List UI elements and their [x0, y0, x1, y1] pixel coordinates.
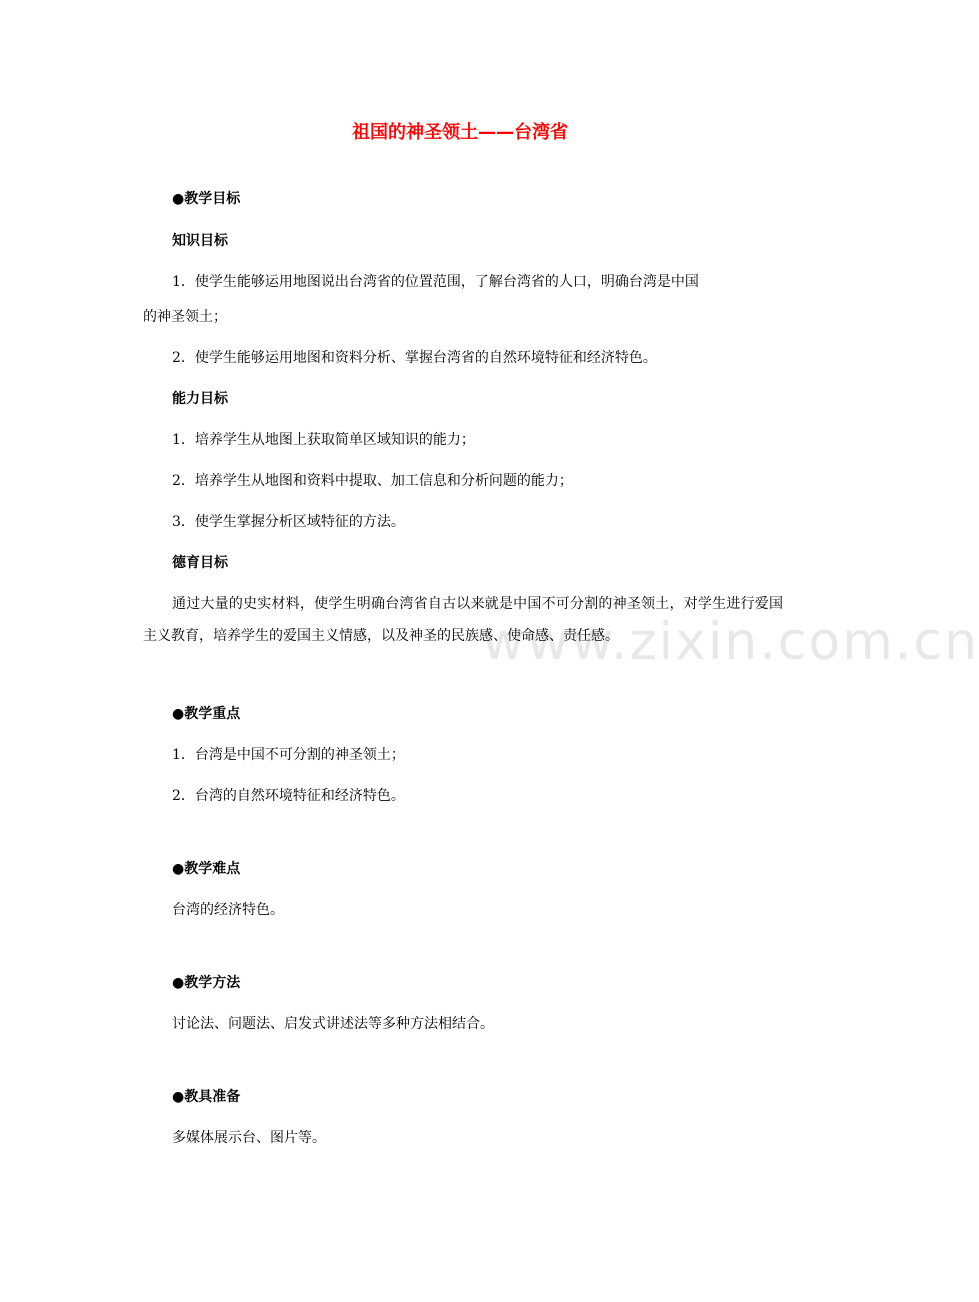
knowledge-item-1-line-1: 1．使学生能够运用地图说出台湾省的位置范围，了解台湾省的人口，明确台湾是中国	[172, 274, 699, 290]
watermark: www.zixin.com.cn	[482, 612, 979, 672]
section-heading-tools: ●教具准备	[172, 1089, 241, 1105]
ability-item-2: 2．培养学生从地图和资料中提取、加工信息和分析问题的能力；	[172, 473, 573, 489]
key-point-2: 2．台湾的自然环境特征和经济特色。	[172, 788, 405, 804]
ability-item-1: 1．培养学生从地图上获取简单区域知识的能力；	[172, 432, 475, 448]
document-title: 祖国的神圣领土——台湾省	[352, 122, 568, 143]
subheading-ability: 能力目标	[172, 391, 228, 407]
key-point-1: 1．台湾是中国不可分割的神圣领土；	[172, 747, 405, 763]
section-heading-objectives: ●教学目标	[172, 191, 241, 207]
subheading-moral: 德育目标	[172, 555, 228, 571]
section-heading-methods: ●教学方法	[172, 975, 241, 991]
section-heading-key-points: ●教学重点	[172, 706, 241, 722]
section-heading-difficulties: ●教学难点	[172, 861, 241, 877]
knowledge-item-1-line-2: 的神圣领土；	[143, 309, 227, 325]
subheading-knowledge: 知识目标	[172, 233, 228, 249]
difficulties-text: 台湾的经济特色。	[172, 902, 284, 918]
knowledge-item-2: 2．使学生能够运用地图和资料分析、掌握台湾省的自然环境特征和经济特色。	[172, 350, 657, 366]
ability-item-3: 3．使学生掌握分析区域特征的方法。	[172, 514, 405, 530]
tools-text: 多媒体展示台、图片等。	[172, 1130, 326, 1146]
methods-text: 讨论法、问题法、启发式讲述法等多种方法相结合。	[172, 1016, 494, 1032]
moral-paragraph: 通过大量的史实材料，使学生明确台湾省自古以来就是中国不可分割的神圣领土，对学生进行爱国主义教育，培养学生的爱国主义情感，以及神圣的民族感、使命感、责任感。	[143, 596, 783, 644]
